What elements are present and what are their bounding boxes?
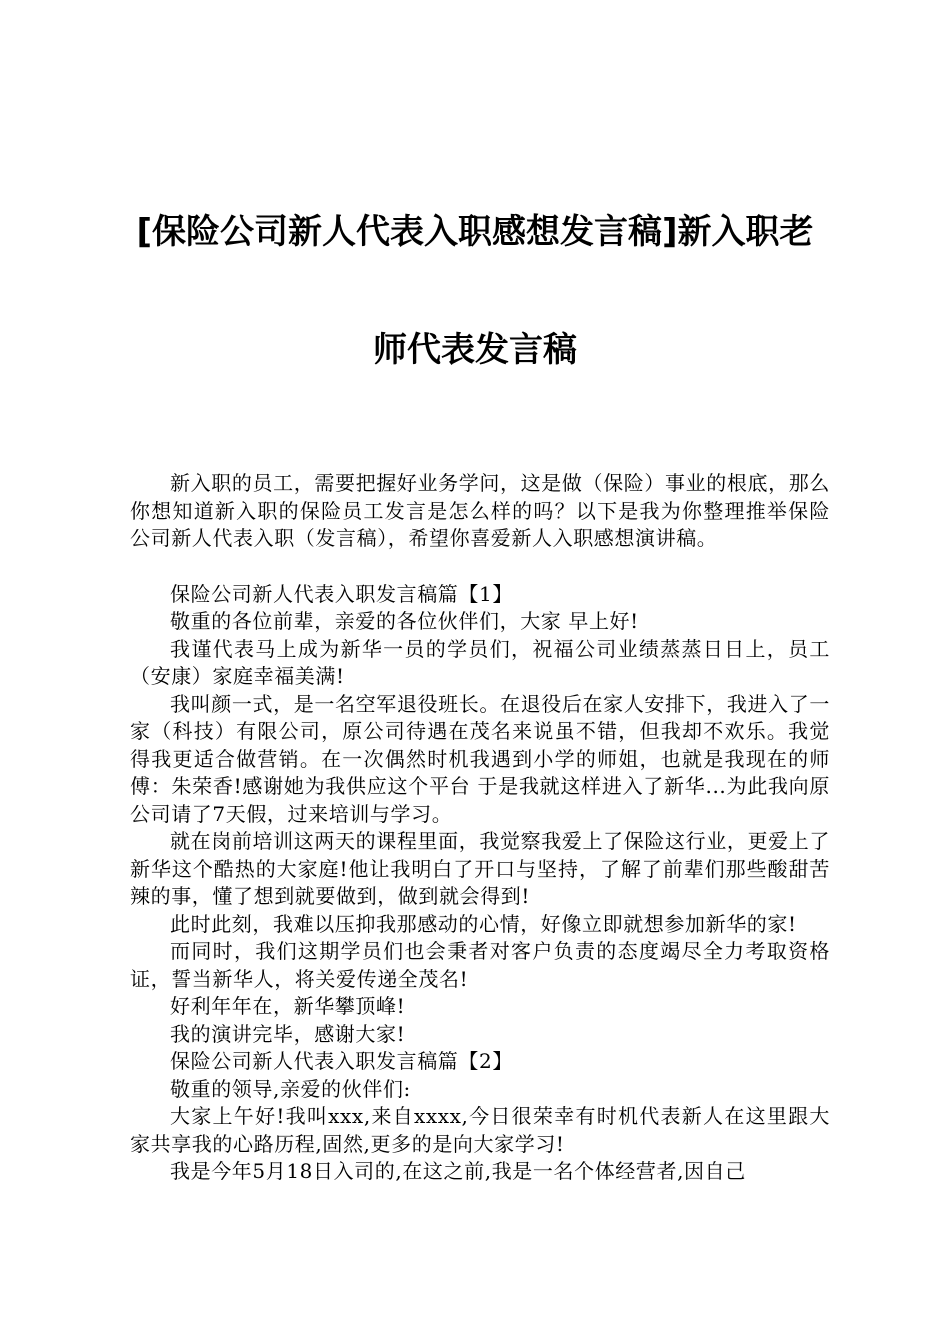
document-body <box>130 470 830 1186</box>
paragraph-spacer <box>130 553 830 581</box>
body-paragraph: 我谨代表马上成为新华一员的学员们，祝福公司业绩蒸蒸日日上，员工（安康）家庭幸福美满! <box>130 636 830 688</box>
body-paragraph: 敬重的领导,亲爱的伙伴们: <box>170 1076 411 1101</box>
body-paragraph: 大家上午好!我叫xxx,来自xxxx,今日很荣幸有时机代表新人在这里跟大家共享我的心路历程,固然,更多的是向大家学习! <box>130 1104 830 1156</box>
document-title-line-1: [保险公司新人代表入职感想发言稿]新入职老 <box>136 212 814 252</box>
body-paragraph: 好利年年在，新华攀顶峰! <box>170 994 406 1018</box>
body-paragraph: 就在岗前培训这两天的课程里面，我觉察我爱上了保险这行业，更爱上了新华这个酷热的大家庭!他让我明白了开口与坚持，了解了前辈们那些酸甜苦辣的事，懂了想到就要做到，做到就会得到! <box>130 829 830 908</box>
section-heading-1: 保险公司新人代表入职发言稿篇【1】 <box>170 581 513 606</box>
intro-paragraph: 新入职的员工，需要把握好业务学问，这是做（保险）事业的根底，那么你想知道新入职的保险员工发言是怎么样的吗？以下是我为你整理推举保险公司新人代表入职（发言稿），希望你喜爱新人入职感想演讲稿。 <box>130 471 830 550</box>
body-paragraph: 我是今年5月18日入司的,在这之前,我是一名个体经营者,因自己 <box>170 1159 746 1183</box>
body-paragraph: 我的演讲完毕，感谢大家! <box>170 1021 406 1046</box>
section-heading-2: 保险公司新人代表入职发言稿篇【2】 <box>170 1049 513 1073</box>
body-paragraph: 而同时，我们这期学员们也会秉者对客户负责的态度竭尽全力考取资格证，誓当新华人，将关爱传递全茂名! <box>130 939 830 991</box>
body-paragraph: 我叫颜一式，是一名空军退役班长。在退役后在家人安排下，我进入了一家（科技）有限公司，原公司待遇在茂名来说虽不错，但我却不欢乐。我觉得我更适合做营销。在一次偶然时机我遇到小学的师姐，也就是我现在的师傅：朱荣香!感谢她为我供应这个平台 于是我就这样进入了新华...为此我向原公司请了7天假，过来培训与学习。 <box>130 691 830 826</box>
document-title-line-2: 师代表发言稿 <box>373 330 577 370</box>
body-paragraph: 此时此刻，我难以压抑我那感动的心情，好像立即就想参加新华的家! <box>170 911 797 936</box>
body-paragraph: 敬重的各位前辈，亲爱的各位伙伴们，大家 早上好! <box>170 609 639 633</box>
